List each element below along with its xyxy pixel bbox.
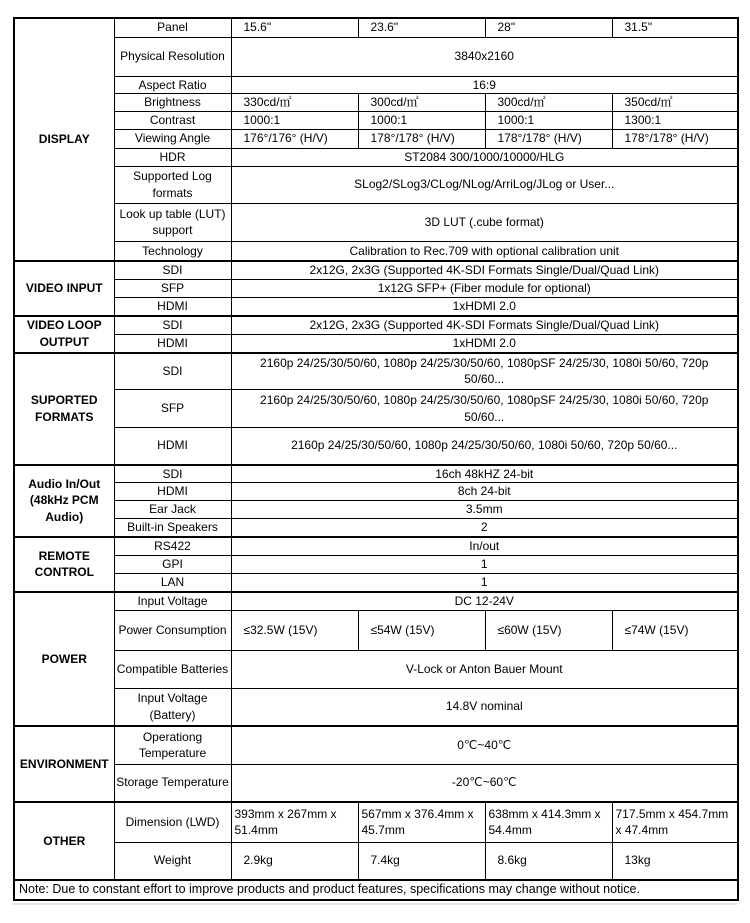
spec-row-display-hdr [14,148,738,166]
section-label-audio-in-out-48khz-pcm-audio: Audio In/Out (48kHz PCM Audio) [14,465,114,538]
spec-value-weight-col1: 2.9kg [231,842,358,880]
spec-value-dimension-lwd-col4: 717.5mm x 454.7mm x 47.4mm [612,802,738,842]
spec-value-weight-col2: 7.4kg [358,842,485,880]
spec-name-look-up-table-lut-support: Look up table (LUT) support [114,203,231,241]
spec-row-environment-storage-temperature [14,764,738,802]
spec-name-dimension-lwd: Dimension (LWD) [114,802,231,842]
spec-value-lan: 1 [231,573,738,591]
spec-value-aspect-ratio: 16:9 [231,76,738,94]
section-label-other: OTHER [14,802,114,880]
spec-row-environment-operationg-temperature [14,726,738,764]
spec-name-lan: LAN [114,573,231,591]
spec-value-sfp: 1x12G SFP+ (Fiber module for optional) [231,280,738,298]
spec-value-gpi: 1 [231,555,738,573]
section-label-display: DISPLAY [14,18,114,261]
spec-row-display-supported-log-formats [14,166,738,203]
spec-value-physical-resolution: 3840x2160 [231,37,738,76]
spec-value-operationg-temperature: 0℃~40℃ [231,726,738,764]
spec-table [13,17,739,901]
spec-name-sfp: SFP [114,280,231,298]
spec-row-other-dimension-lwd [14,802,738,842]
spec-row-display-aspect-ratio [14,76,738,94]
spec-value-hdmi: 1xHDMI 2.0 [231,298,738,316]
spec-row-power-input-voltage [14,592,738,610]
spec-name-viewing-angle: Viewing Angle [114,129,231,148]
spec-name-supported-log-formats: Supported Log formats [114,166,231,203]
spec-value-dimension-lwd-col2: 567mm x 376.4mm x 45.7mm [358,802,485,842]
spec-value-technology: Calibration to Rec.709 with optional calibration unit [231,241,738,261]
section-label-remote-control: REMOTE CONTROL [14,537,114,592]
section-label-video-loop-output: VIDEO LOOP OUTPUT [14,316,114,353]
section-label-power: POWER [14,592,114,726]
spec-value-input-voltage-battery: 14.8V nominal [231,688,738,726]
spec-name-hdmi: HDMI [114,428,231,465]
spec-value-contrast-col2: 1000:1 [358,112,485,130]
spec-row-video-input-sfp [14,280,738,298]
spec-value-viewing-angle-col2: 178°/178° (H/V) [358,129,485,148]
spec-value-viewing-angle-col4: 178°/178° (H/V) [612,129,738,148]
spec-row-power-compatible-batteries [14,650,738,688]
spec-row-audio-in-out-48khz-pcm-audio-ear-jack [14,501,738,519]
spec-name-technology: Technology [114,241,231,261]
spec-value-panel-col4: 31.5" [612,18,738,37]
spec-value-power-consumption-col4: ≤74W (15V) [612,610,738,650]
spec-name-input-voltage-battery: Input Voltage (Battery) [114,688,231,726]
spec-name-operationg-temperature: Operationg Temperature [114,726,231,764]
spec-name-ear-jack: Ear Jack [114,501,231,519]
spec-value-storage-temperature: -20℃~60℃ [231,764,738,802]
spec-row-suported-formats-sdi [14,353,738,390]
spec-name-hdmi: HDMI [114,298,231,316]
spec-value-viewing-angle-col3: 178°/178° (H/V) [485,129,612,148]
spec-row-remote-control-gpi [14,555,738,573]
spec-value-brightness-col2: 300cd/㎡ [358,94,485,112]
spec-row-display-contrast [14,112,738,130]
spec-value-contrast-col1: 1000:1 [231,112,358,130]
spec-name-panel: Panel [114,18,231,37]
spec-row-display-physical-resolution [14,37,738,76]
spec-value-panel-col1: 15.6" [231,18,358,37]
spec-row-display-technology [14,241,738,261]
spec-name-sdi: SDI [114,261,231,279]
spec-value-built-in-speakers: 2 [231,519,738,537]
spec-name-physical-resolution: Physical Resolution [114,37,231,76]
spec-value-contrast-col4: 1300:1 [612,112,738,130]
spec-row-power-input-voltage-battery [14,688,738,726]
spec-value-hdmi: 8ch 24-bit [231,483,738,501]
spec-name-storage-temperature: Storage Temperature [114,764,231,802]
spec-row-suported-formats-sfp [14,390,738,428]
spec-row-audio-in-out-48khz-pcm-audio-built-in-speakers [14,519,738,537]
spec-name-input-voltage: Input Voltage [114,592,231,610]
spec-value-brightness-col3: 300cd/㎡ [485,94,612,112]
spec-value-weight-col3: 8.6kg [485,842,612,880]
spec-value-brightness-col4: 350cd/㎡ [612,94,738,112]
spec-value-power-consumption-col2: ≤54W (15V) [358,610,485,650]
spec-row-suported-formats-hdmi [14,428,738,465]
spec-row-video-loop-output-hdmi [14,334,738,352]
spec-name-sdi: SDI [114,353,231,390]
spec-value-input-voltage: DC 12-24V [231,592,738,610]
spec-value-supported-log-formats: SLog2/SLog3/CLog/NLog/ArriLog/JLog or User... [231,166,738,203]
spec-name-weight: Weight [114,842,231,880]
spec-name-aspect-ratio: Aspect Ratio [114,76,231,94]
spec-value-panel-col2: 23.6" [358,18,485,37]
spec-value-hdmi: 2160p 24/25/30/50/60, 1080p 24/25/30/50/60, 1080i 50/60, 720p 50/60... [231,428,738,465]
spec-value-hdr: ST2084 300/1000/10000/HLG [231,148,738,166]
spec-name-sfp: SFP [114,390,231,428]
spec-row-audio-in-out-48khz-pcm-audio-sdi [14,465,738,483]
spec-row-video-input-sdi [14,261,738,279]
spec-name-power-consumption: Power Consumption [114,610,231,650]
spec-name-hdmi: HDMI [114,483,231,501]
spec-value-sdi: 2160p 24/25/30/50/60, 1080p 24/25/30/50/60, 1080pSF 24/25/30, 1080i 50/60, 720p 50/60... [231,353,738,390]
spec-row-video-loop-output-sdi [14,316,738,334]
spec-name-sdi: SDI [114,465,231,483]
spec-value-sfp: 2160p 24/25/30/50/60, 1080p 24/25/30/50/60, 1080pSF 24/25/30, 1080i 50/60, 720p 50/60... [231,390,738,428]
spec-value-panel-col3: 28" [485,18,612,37]
spec-value-power-consumption-col1: ≤32.5W (15V) [231,610,358,650]
spec-row-display-look-up-table-lut-support [14,203,738,241]
spec-row-power-power-consumption [14,610,738,650]
spec-value-hdmi: 1xHDMI 2.0 [231,334,738,352]
spec-name-brightness: Brightness [114,94,231,112]
spec-value-look-up-table-lut-support: 3D LUT (.cube format) [231,203,738,241]
spec-value-sdi: 16ch 48kHZ 24-bit [231,465,738,483]
spec-row-display-panel [14,18,738,37]
spec-row-display-viewing-angle [14,129,738,148]
spec-value-sdi: 2x12G, 2x3G (Supported 4K-SDI Formats Single/Dual/Quad Link) [231,261,738,279]
spec-row-audio-in-out-48khz-pcm-audio-hdmi [14,483,738,501]
section-label-suported-formats: SUPORTED FORMATS [14,353,114,465]
spec-name-compatible-batteries: Compatible Batteries [114,650,231,688]
spec-value-power-consumption-col3: ≤60W (15V) [485,610,612,650]
note-row [14,880,738,900]
spec-value-ear-jack: 3.5mm [231,501,738,519]
spec-row-display-brightness [14,94,738,112]
spec-name-rs422: RS422 [114,537,231,555]
spec-row-other-weight [14,842,738,880]
spec-value-sdi: 2x12G, 2x3G (Supported 4K-SDI Formats Single/Dual/Quad Link) [231,316,738,334]
spec-value-contrast-col3: 1000:1 [485,112,612,130]
spec-name-hdr: HDR [114,148,231,166]
spec-name-gpi: GPI [114,555,231,573]
spec-value-compatible-batteries: V-Lock or Anton Bauer Mount [231,650,738,688]
section-label-environment: ENVIRONMENT [14,726,114,802]
spec-name-sdi: SDI [114,316,231,334]
section-label-video-input: VIDEO INPUT [14,261,114,316]
spec-row-remote-control-lan [14,573,738,591]
spec-value-brightness-col1: 330cd/㎡ [231,94,358,112]
spec-row-remote-control-rs422 [14,537,738,555]
spec-name-contrast: Contrast [114,112,231,130]
spec-value-viewing-angle-col1: 176°/176° (H/V) [231,129,358,148]
note-text: Note: Due to constant effort to improve products and product features, specifications may change without notice. [14,880,738,900]
table-edge-sliver [13,903,737,905]
spec-row-video-input-hdmi [14,298,738,316]
spec-value-weight-col4: 13kg [612,842,738,880]
spec-value-rs422: In/out [231,537,738,555]
spec-value-dimension-lwd-col3: 638mm x 414.3mm x 54.4mm [485,802,612,842]
spec-name-hdmi: HDMI [114,334,231,352]
spec-name-built-in-speakers: Built-in Speakers [114,519,231,537]
spec-value-dimension-lwd-col1: 393mm x 267mm x 51.4mm [231,802,358,842]
